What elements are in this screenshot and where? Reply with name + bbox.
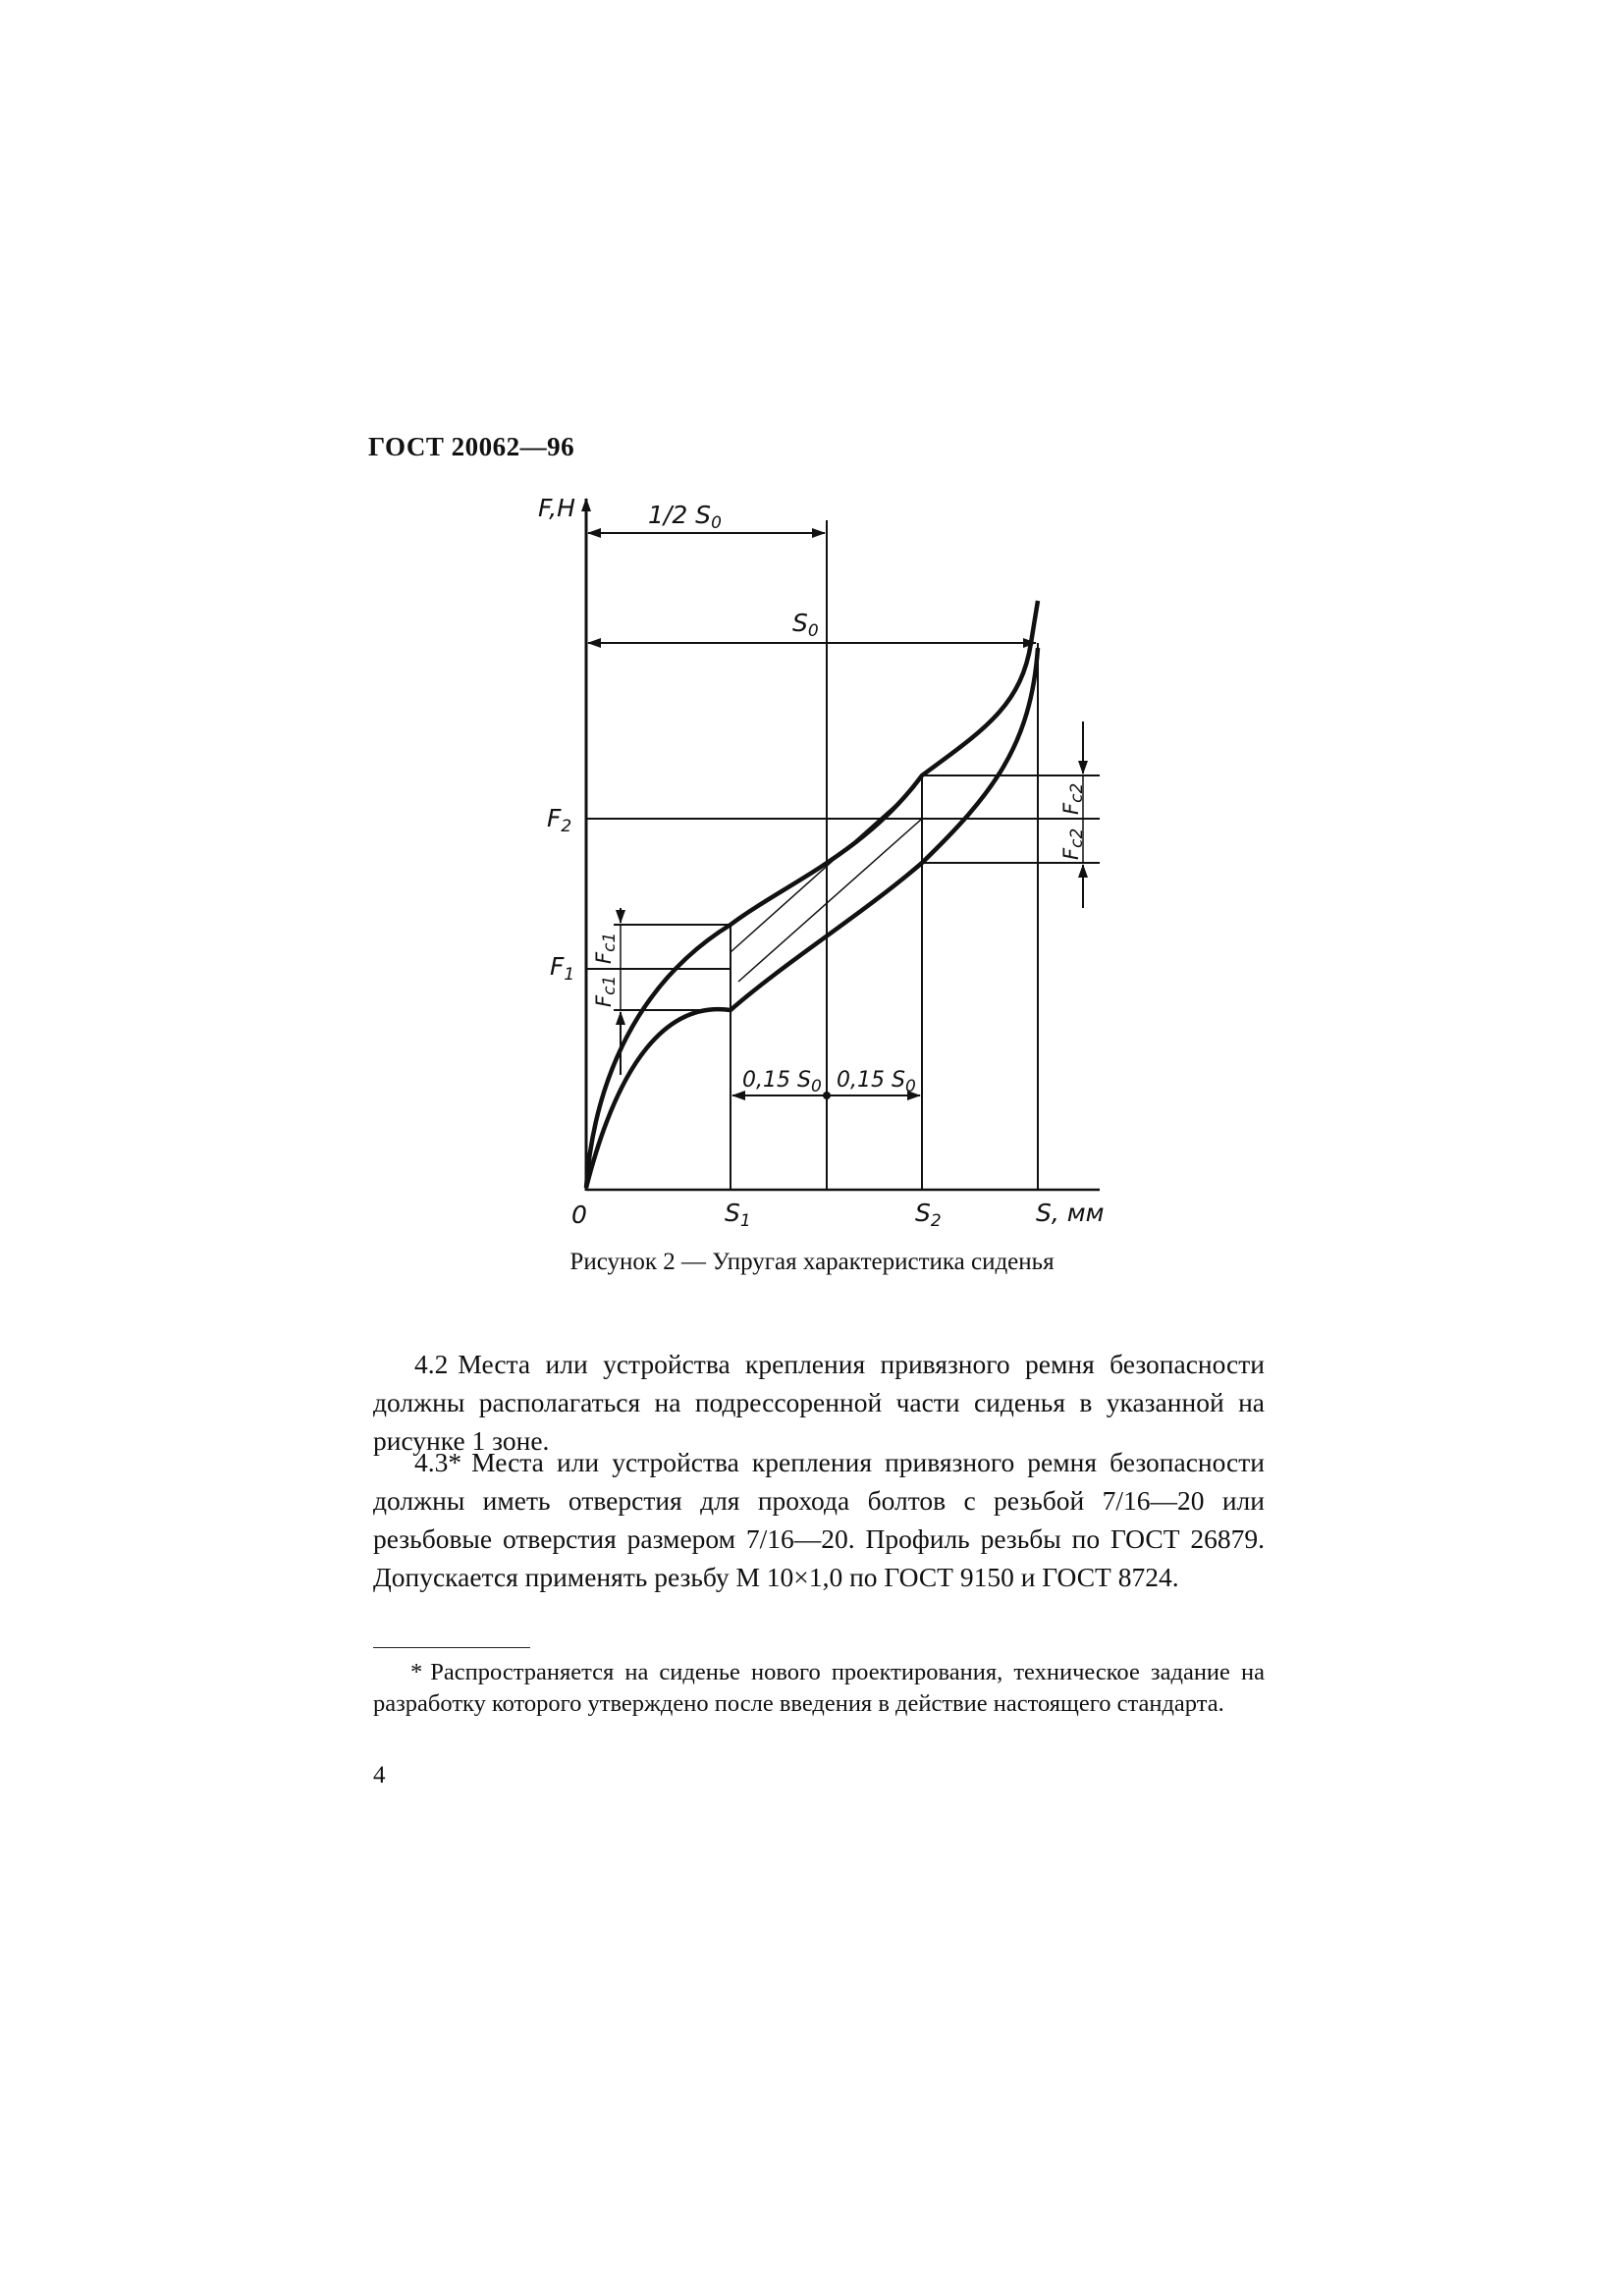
footnote-mark: * bbox=[410, 1659, 423, 1685]
fc1-lower-label: Fc1 bbox=[592, 975, 620, 1007]
paragraph-text: Места или устройства крепления привязного ремня безопасности должны иметь отверстия для прохода болтов с резьбой 7/16—20 или резьбовые отверстия размером 7/16—20. Профиль резьбы по ГОСТ 26879. Допускается применять резьбу М 10×1,0 по ГОСТ 9150 и ГОСТ 8724. bbox=[373, 1447, 1265, 1592]
document-header: ГОСТ 20062—96 bbox=[368, 432, 575, 461]
paragraph-number: 4.2 bbox=[414, 1349, 449, 1379]
paragraph-text: Места или устройства крепления привязного ремня безопасности должны располагаться на подрессоренной части сиденья в указанной на рисунке 1 зоне. bbox=[373, 1349, 1265, 1456]
footnote-text: Распространяется на сиденье нового проектирования, техническое задание на разработку которого утверждено после введения в действие настоящего стандарта. bbox=[373, 1659, 1265, 1717]
half-s0-label: 1/2 $S_0$ bbox=[648, 501, 722, 533]
paragraph-4-3 bbox=[373, 1443, 1265, 1596]
s1-label: $S_1$ bbox=[725, 1199, 751, 1231]
elastic-characteristic-diagram bbox=[511, 486, 1119, 1242]
loading-curve bbox=[586, 648, 1038, 1188]
footnote-separator bbox=[373, 1647, 530, 1648]
fc1-upper-label: Fc1 bbox=[592, 932, 620, 964]
fc2-upper-label: Fc2 bbox=[1059, 782, 1087, 815]
footnote bbox=[373, 1657, 1265, 1720]
dim-015-midpoint bbox=[823, 1092, 831, 1099]
dim-015-left-label: 0,15 $S_0$ bbox=[742, 1068, 822, 1096]
figure-caption: Рисунок 2 — Упругая характеристика сиденья bbox=[569, 1249, 1055, 1275]
s0-label: $S_0$ bbox=[792, 609, 819, 641]
x-axis-label: S, мм bbox=[1036, 1199, 1105, 1227]
paragraph-number: 4.3* bbox=[414, 1447, 462, 1477]
s2-label: $S_2$ bbox=[915, 1199, 942, 1231]
fc2-lower-label: Fc2 bbox=[1059, 828, 1087, 860]
origin-label: 0 bbox=[571, 1201, 587, 1229]
unloading-curve bbox=[586, 601, 1038, 1188]
f1-label: $F_1$ bbox=[550, 952, 575, 985]
page-number: 4 bbox=[373, 1762, 386, 1789]
f2-label: $F_2$ bbox=[547, 804, 572, 836]
y-axis-label: F,H bbox=[538, 494, 575, 522]
dim-015-right-label: 0,15 $S_0$ bbox=[837, 1068, 916, 1096]
